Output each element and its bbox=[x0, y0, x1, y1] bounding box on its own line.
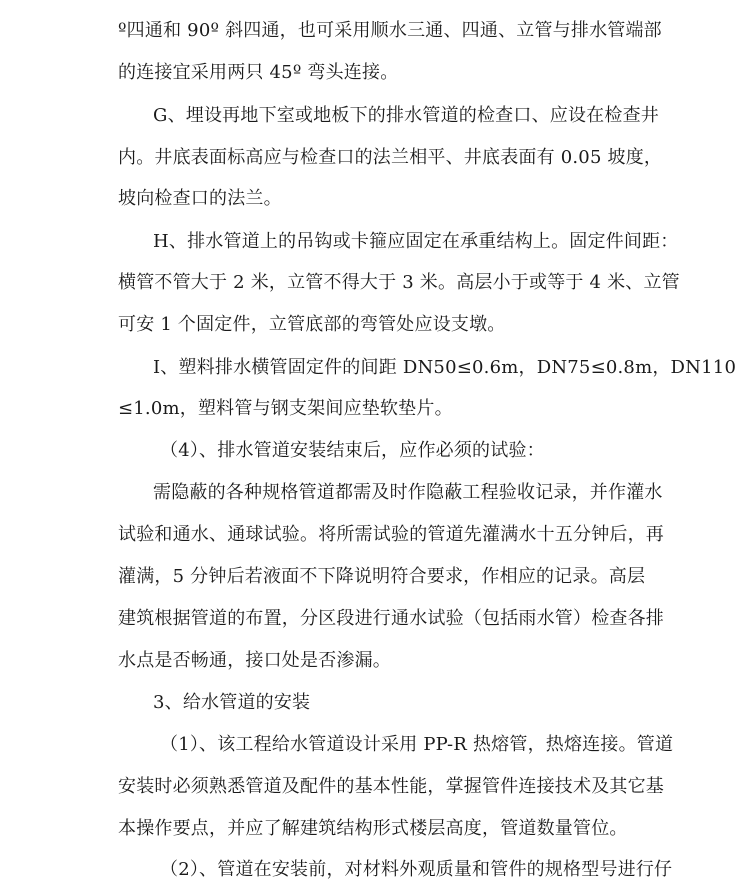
paragraph-g-start: G、埋设再地下室或地板下的排水管道的检查口、应设在检查井 bbox=[153, 105, 659, 126]
paragraph-start: 需隐蔽的各种规格管道都需及时作隐蔽工程验收记录，并作灌水 bbox=[153, 482, 663, 503]
section-4-heading: （4）、排水管道安装结束后，应作必须的试验： bbox=[160, 440, 545, 461]
text-line: 建筑根据管道的布置，分区段进行通水试验（包括雨水管）检查各排 bbox=[118, 608, 664, 629]
text-line: 灌满，5 分钟后若液面不下降说明符合要求，作相应的记录。高层 bbox=[118, 566, 646, 587]
text-line: 坡向检查口的法兰。 bbox=[118, 188, 282, 209]
text-line: ≤1.0m，塑料管与钢支架间应垫软垫片。 bbox=[118, 398, 453, 419]
text-line: 水点是否畅通，接口处是否渗漏。 bbox=[118, 650, 391, 671]
text-line: 试验和通水、通球试验。将所需试验的管道先灌满水十五分钟后，再 bbox=[118, 524, 664, 545]
text-line: º四通和 90º 斜四通，也可采用顺水三通、四通、立管与排水管端部 bbox=[118, 20, 662, 41]
section-2-heading: （2）、管道在安装前，对材料外观质量和管件的规格型号进行仔 bbox=[160, 859, 673, 880]
paragraph-i-start: I、塑料排水横管固定件的间距 DN50≤0.6m，DN75≤0.8m，DN110 bbox=[153, 357, 737, 378]
section-3-heading: 3、给水管道的安装 bbox=[153, 692, 311, 713]
paragraph-h-start: H、排水管道上的吊钩或卡箍应固定在承重结构上。固定件间距： bbox=[153, 231, 679, 252]
text-line: 安装时必须熟悉管道及配件的基本性能，掌握管件连接技术及其它基 bbox=[118, 776, 664, 797]
text-line: 可安 1 个固定件，立管底部的弯管处应设支墩。 bbox=[118, 314, 506, 335]
text-line: 的连接宜采用两只 45º 弯头连接。 bbox=[118, 62, 399, 83]
text-line: 内。井底表面标高应与检查口的法兰相平、井底表面有 0.05 坡度， bbox=[118, 147, 663, 168]
text-line: 横管不管大于 2 米，立管不得大于 3 米。高层小于或等于 4 米、立管 bbox=[118, 272, 680, 293]
section-1-heading: （1）、该工程给水管道设计采用 PP-R 热熔管，热熔连接。管道 bbox=[160, 734, 674, 755]
text-line: 本操作要点，并应了解建筑结构形式楼层高度，管道数量管位。 bbox=[118, 818, 628, 839]
